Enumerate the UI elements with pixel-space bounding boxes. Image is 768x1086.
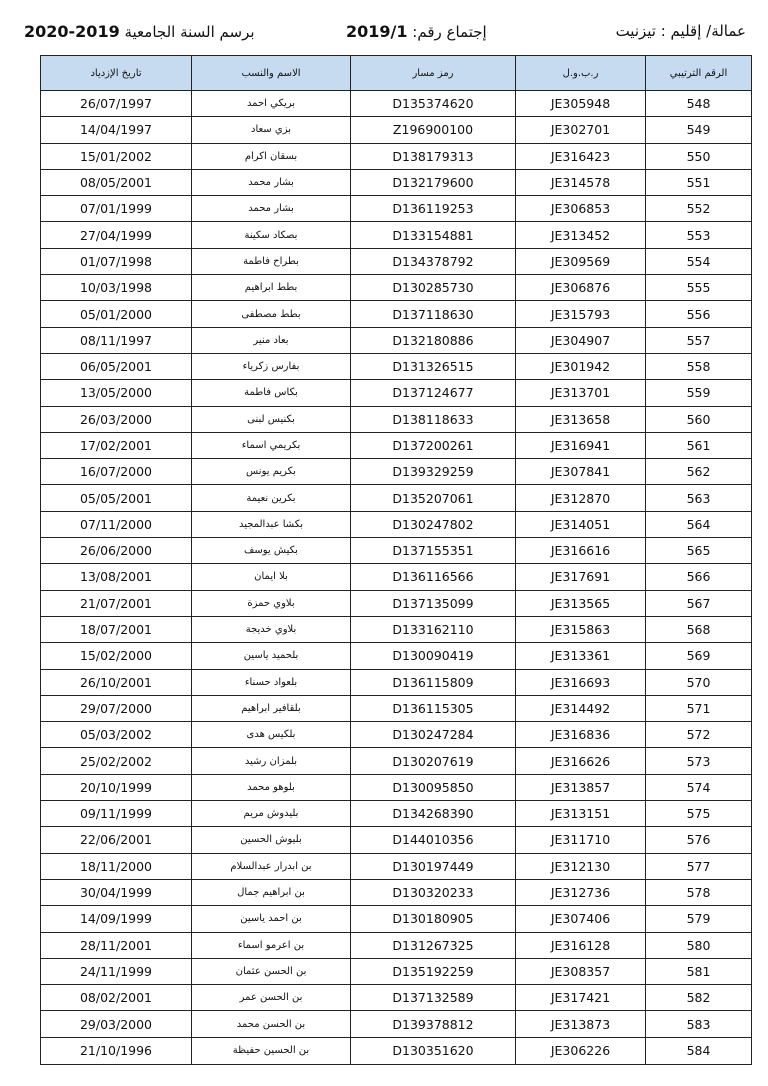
massar-code-cell: D138179313	[351, 143, 516, 169]
table-row	[41, 985, 752, 1011]
table-row	[41, 958, 752, 984]
name-cell: بن الحسن عثمان	[192, 958, 351, 984]
cin-cell: JE316616	[516, 538, 646, 564]
name-cell: بلا ايمان	[192, 564, 351, 590]
rank-cell: 561	[646, 432, 752, 458]
cin-cell: JE304907	[516, 327, 646, 353]
rank-cell: 570	[646, 669, 752, 695]
cin-cell: JE313565	[516, 590, 646, 616]
cin-cell: JE309569	[516, 248, 646, 274]
rank-cell: 559	[646, 380, 752, 406]
cin-cell: JE307841	[516, 459, 646, 485]
birthdate-cell: 06/05/2001	[41, 353, 192, 379]
table-row	[41, 327, 752, 353]
massar-code-cell: D131326515	[351, 353, 516, 379]
rank-cell: 554	[646, 248, 752, 274]
meeting-info	[346, 22, 487, 41]
name-cell: بطراح فاطمة	[192, 248, 351, 274]
birthdate-cell: 26/10/2001	[41, 669, 192, 695]
name-cell: بن ابدرار عبدالسلام	[192, 853, 351, 879]
rank-cell: 577	[646, 853, 752, 879]
table-row	[41, 695, 752, 721]
table-row	[41, 827, 752, 853]
cin-cell: JE306853	[516, 196, 646, 222]
cin-cell: JE317421	[516, 985, 646, 1011]
rank-cell: 572	[646, 722, 752, 748]
name-cell: بن الحسن محمد	[192, 1011, 351, 1037]
birthdate-cell: 07/01/1999	[41, 196, 192, 222]
birthdate-cell: 18/11/2000	[41, 853, 192, 879]
cin-cell: JE313452	[516, 222, 646, 248]
table-row	[41, 801, 752, 827]
rank-cell: 553	[646, 222, 752, 248]
cin-cell: JE317691	[516, 564, 646, 590]
name-cell: بعاد منير	[192, 327, 351, 353]
cin-cell: JE316836	[516, 722, 646, 748]
table-header-row	[41, 56, 752, 91]
massar-code-cell: D134268390	[351, 801, 516, 827]
table-row	[41, 117, 752, 143]
cin-cell: JE302701	[516, 117, 646, 143]
rank-cell: 574	[646, 774, 752, 800]
massar-code-cell: D136119253	[351, 196, 516, 222]
rank-cell: 555	[646, 275, 752, 301]
birthdate-cell: 20/10/1999	[41, 774, 192, 800]
massar-code-cell: D130320233	[351, 879, 516, 905]
table-row	[41, 879, 752, 905]
rank-cell: 569	[646, 643, 752, 669]
massar-code-cell: D136115809	[351, 669, 516, 695]
name-cell: بن اعرمو اسماء	[192, 932, 351, 958]
cin-cell: JE312130	[516, 853, 646, 879]
table-row	[41, 485, 752, 511]
name-cell: بزي سعاد	[192, 117, 351, 143]
rank-cell: 584	[646, 1037, 752, 1064]
name-cell: بن احمد ياسين	[192, 906, 351, 932]
cin-cell: JE316693	[516, 669, 646, 695]
name-cell: بلمزان رشيد	[192, 748, 351, 774]
table-row	[41, 774, 752, 800]
cin-cell: JE314578	[516, 169, 646, 195]
rank-cell: 563	[646, 485, 752, 511]
table-row	[41, 222, 752, 248]
cin-cell: JE315793	[516, 301, 646, 327]
table-row	[41, 853, 752, 879]
cin-cell: JE312736	[516, 879, 646, 905]
massar-code-cell: D130090419	[351, 643, 516, 669]
birthdate-cell: 26/03/2000	[41, 406, 192, 432]
name-cell: بشار محمد	[192, 169, 351, 195]
document-header	[24, 22, 746, 46]
cin-cell: JE313658	[516, 406, 646, 432]
name-cell: بكريم يونس	[192, 459, 351, 485]
cin-cell: JE313701	[516, 380, 646, 406]
massar-code-cell: D130095850	[351, 774, 516, 800]
massar-code-cell: D137200261	[351, 432, 516, 458]
cin-cell: JE311710	[516, 827, 646, 853]
table-row	[41, 248, 752, 274]
rank-cell: 578	[646, 879, 752, 905]
table-row	[41, 275, 752, 301]
table-row	[41, 1011, 752, 1037]
cin-cell: JE316626	[516, 748, 646, 774]
cin-cell: JE308357	[516, 958, 646, 984]
table-row	[41, 143, 752, 169]
column-header-birthdate: تاريخ الإزدياد	[41, 56, 192, 91]
rank-cell: 549	[646, 117, 752, 143]
massar-code-cell: D137124677	[351, 380, 516, 406]
birthdate-cell: 15/02/2000	[41, 643, 192, 669]
name-cell: بطط ابراهيم	[192, 275, 351, 301]
table-row	[41, 459, 752, 485]
birthdate-cell: 21/10/1996	[41, 1037, 192, 1064]
birthdate-cell: 30/04/1999	[41, 879, 192, 905]
birthdate-cell: 18/07/2001	[41, 616, 192, 642]
name-cell: بلعواد حسناء	[192, 669, 351, 695]
rank-cell: 576	[646, 827, 752, 853]
cin-cell: JE313361	[516, 643, 646, 669]
name-cell: بكنيس لبنى	[192, 406, 351, 432]
name-cell: بكريمي اسماء	[192, 432, 351, 458]
rank-cell: 582	[646, 985, 752, 1011]
rank-cell: 568	[646, 616, 752, 642]
birthdate-cell: 05/05/2001	[41, 485, 192, 511]
massar-code-cell: D130207619	[351, 748, 516, 774]
massar-code-cell: D130285730	[351, 275, 516, 301]
table-row	[41, 564, 752, 590]
name-cell: بكاس فاطمة	[192, 380, 351, 406]
birthdate-cell: 07/11/2000	[41, 511, 192, 537]
cin-cell: JE315863	[516, 616, 646, 642]
massar-code-cell: D135374620	[351, 91, 516, 117]
table-row	[41, 380, 752, 406]
massar-code-cell: D138118633	[351, 406, 516, 432]
massar-code-cell: D130247802	[351, 511, 516, 537]
birthdate-cell: 08/11/1997	[41, 327, 192, 353]
table-row	[41, 748, 752, 774]
birthdate-cell: 16/07/2000	[41, 459, 192, 485]
rank-cell: 556	[646, 301, 752, 327]
massar-code-cell: D139329259	[351, 459, 516, 485]
massar-code-cell: D137135099	[351, 590, 516, 616]
massar-code-cell: D135192259	[351, 958, 516, 984]
birthdate-cell: 14/04/1997	[41, 117, 192, 143]
rank-cell: 551	[646, 169, 752, 195]
cin-cell: JE306226	[516, 1037, 646, 1064]
birthdate-cell: 08/05/2001	[41, 169, 192, 195]
year-value: 2020-2019	[24, 22, 120, 41]
cin-cell: JE313857	[516, 774, 646, 800]
rank-cell: 565	[646, 538, 752, 564]
massar-code-cell: D137118630	[351, 301, 516, 327]
table-row	[41, 669, 752, 695]
birthdate-cell: 26/07/1997	[41, 91, 192, 117]
name-cell: بكرين نعيمة	[192, 485, 351, 511]
birthdate-cell: 05/03/2002	[41, 722, 192, 748]
table-row	[41, 169, 752, 195]
table-row	[41, 432, 752, 458]
name-cell: بن الحسين حفيظة	[192, 1037, 351, 1064]
birthdate-cell: 22/06/2001	[41, 827, 192, 853]
birthdate-cell: 28/11/2001	[41, 932, 192, 958]
table-row	[41, 196, 752, 222]
massar-code-cell: D139378812	[351, 1011, 516, 1037]
rank-cell: 564	[646, 511, 752, 537]
cin-cell: JE316941	[516, 432, 646, 458]
cin-cell: JE314051	[516, 511, 646, 537]
name-cell: بفارس زكرياء	[192, 353, 351, 379]
name-cell: بلحميد ياسين	[192, 643, 351, 669]
massar-code-cell: D137155351	[351, 538, 516, 564]
birthdate-cell: 17/02/2001	[41, 432, 192, 458]
rank-cell: 573	[646, 748, 752, 774]
massar-code-cell: D137132589	[351, 985, 516, 1011]
massar-code-cell: D144010356	[351, 827, 516, 853]
rank-cell: 562	[646, 459, 752, 485]
table-row	[41, 722, 752, 748]
rank-cell: 560	[646, 406, 752, 432]
name-cell: بن ابراهيم جمال	[192, 879, 351, 905]
massar-code-cell: D133154881	[351, 222, 516, 248]
table-row	[41, 932, 752, 958]
massar-code-cell: D136115305	[351, 695, 516, 721]
birthdate-cell: 29/07/2000	[41, 695, 192, 721]
rank-cell: 579	[646, 906, 752, 932]
rank-cell: 566	[646, 564, 752, 590]
table-row	[41, 301, 752, 327]
column-header-rank: الرقم الترتيبي	[646, 56, 752, 91]
table-row	[41, 353, 752, 379]
rank-cell: 583	[646, 1011, 752, 1037]
massar-code-cell: D132180886	[351, 327, 516, 353]
birthdate-cell: 26/06/2000	[41, 538, 192, 564]
rank-cell: 550	[646, 143, 752, 169]
massar-code-cell: D131267325	[351, 932, 516, 958]
rank-cell: 580	[646, 932, 752, 958]
prefecture-label: عمالة/ إقليم : تيزنيت	[615, 22, 746, 40]
birthdate-cell: 21/07/2001	[41, 590, 192, 616]
table-row	[41, 406, 752, 432]
massar-code-cell: D130197449	[351, 853, 516, 879]
birthdate-cell: 27/04/1999	[41, 222, 192, 248]
birthdate-cell: 13/08/2001	[41, 564, 192, 590]
massar-code-cell: D134378792	[351, 248, 516, 274]
birthdate-cell: 05/01/2000	[41, 301, 192, 327]
birthdate-cell: 29/03/2000	[41, 1011, 192, 1037]
name-cell: بلاوي حمزة	[192, 590, 351, 616]
massar-code-cell: D130180905	[351, 906, 516, 932]
birthdate-cell: 14/09/1999	[41, 906, 192, 932]
column-header-massar: رمز مسار	[351, 56, 516, 91]
massar-code-cell: D130351620	[351, 1037, 516, 1064]
meeting-number: 2019/1	[346, 22, 408, 41]
column-header-name: الاسم والنسب	[192, 56, 351, 91]
rank-cell: 557	[646, 327, 752, 353]
name-cell: بليوش الحسين	[192, 827, 351, 853]
cin-cell: JE306876	[516, 275, 646, 301]
name-cell: بريكي احمد	[192, 91, 351, 117]
cin-cell: JE301942	[516, 353, 646, 379]
name-cell: بليدوش مريم	[192, 801, 351, 827]
massar-code-cell: D133162110	[351, 616, 516, 642]
birthdate-cell: 08/02/2001	[41, 985, 192, 1011]
cin-cell: JE316423	[516, 143, 646, 169]
table-row	[41, 1037, 752, 1064]
name-cell: بن الحسن عمر	[192, 985, 351, 1011]
students-table	[40, 55, 752, 1065]
birthdate-cell: 09/11/1999	[41, 801, 192, 827]
rank-cell: 571	[646, 695, 752, 721]
table-row	[41, 511, 752, 537]
year-label: برسم السنة الجامعية	[124, 23, 255, 41]
name-cell: بصكاد سكينة	[192, 222, 351, 248]
massar-code-cell: D132179600	[351, 169, 516, 195]
name-cell: بلوهو محمد	[192, 774, 351, 800]
name-cell: بطط مصطفى	[192, 301, 351, 327]
cin-cell: JE316128	[516, 932, 646, 958]
rank-cell: 548	[646, 91, 752, 117]
table-row	[41, 91, 752, 117]
cin-cell: JE313873	[516, 1011, 646, 1037]
table-body	[41, 91, 752, 1065]
table-row	[41, 616, 752, 642]
massar-code-cell: D136116566	[351, 564, 516, 590]
rank-cell: 558	[646, 353, 752, 379]
name-cell: بلكيس هدى	[192, 722, 351, 748]
name-cell: بكيش يوسف	[192, 538, 351, 564]
massar-code-cell: D135207061	[351, 485, 516, 511]
cin-cell: JE305948	[516, 91, 646, 117]
birthdate-cell: 13/05/2000	[41, 380, 192, 406]
cin-cell: JE307406	[516, 906, 646, 932]
massar-code-cell: D130247284	[351, 722, 516, 748]
cin-cell: JE314492	[516, 695, 646, 721]
rank-cell: 575	[646, 801, 752, 827]
table-row	[41, 643, 752, 669]
column-header-cin: ر.ب.و.ل	[516, 56, 646, 91]
cin-cell: JE313151	[516, 801, 646, 827]
rank-cell: 581	[646, 958, 752, 984]
birthdate-cell: 01/07/1998	[41, 248, 192, 274]
table-row	[41, 538, 752, 564]
birthdate-cell: 10/03/1998	[41, 275, 192, 301]
rank-cell: 567	[646, 590, 752, 616]
name-cell: بلاوي خديجة	[192, 616, 351, 642]
table-row	[41, 590, 752, 616]
name-cell: بلقافير ابراهيم	[192, 695, 351, 721]
birthdate-cell: 25/02/2002	[41, 748, 192, 774]
rank-cell: 552	[646, 196, 752, 222]
birthdate-cell: 24/11/1999	[41, 958, 192, 984]
name-cell: بسقان اكرام	[192, 143, 351, 169]
table-row	[41, 906, 752, 932]
cin-cell: JE312870	[516, 485, 646, 511]
massar-code-cell: Z196900100	[351, 117, 516, 143]
academic-year	[24, 22, 255, 41]
name-cell: بكشا عبدالمجيد	[192, 511, 351, 537]
name-cell: بشار محمد	[192, 196, 351, 222]
meeting-label: إجتماع رقم:	[412, 23, 487, 41]
birthdate-cell: 15/01/2002	[41, 143, 192, 169]
